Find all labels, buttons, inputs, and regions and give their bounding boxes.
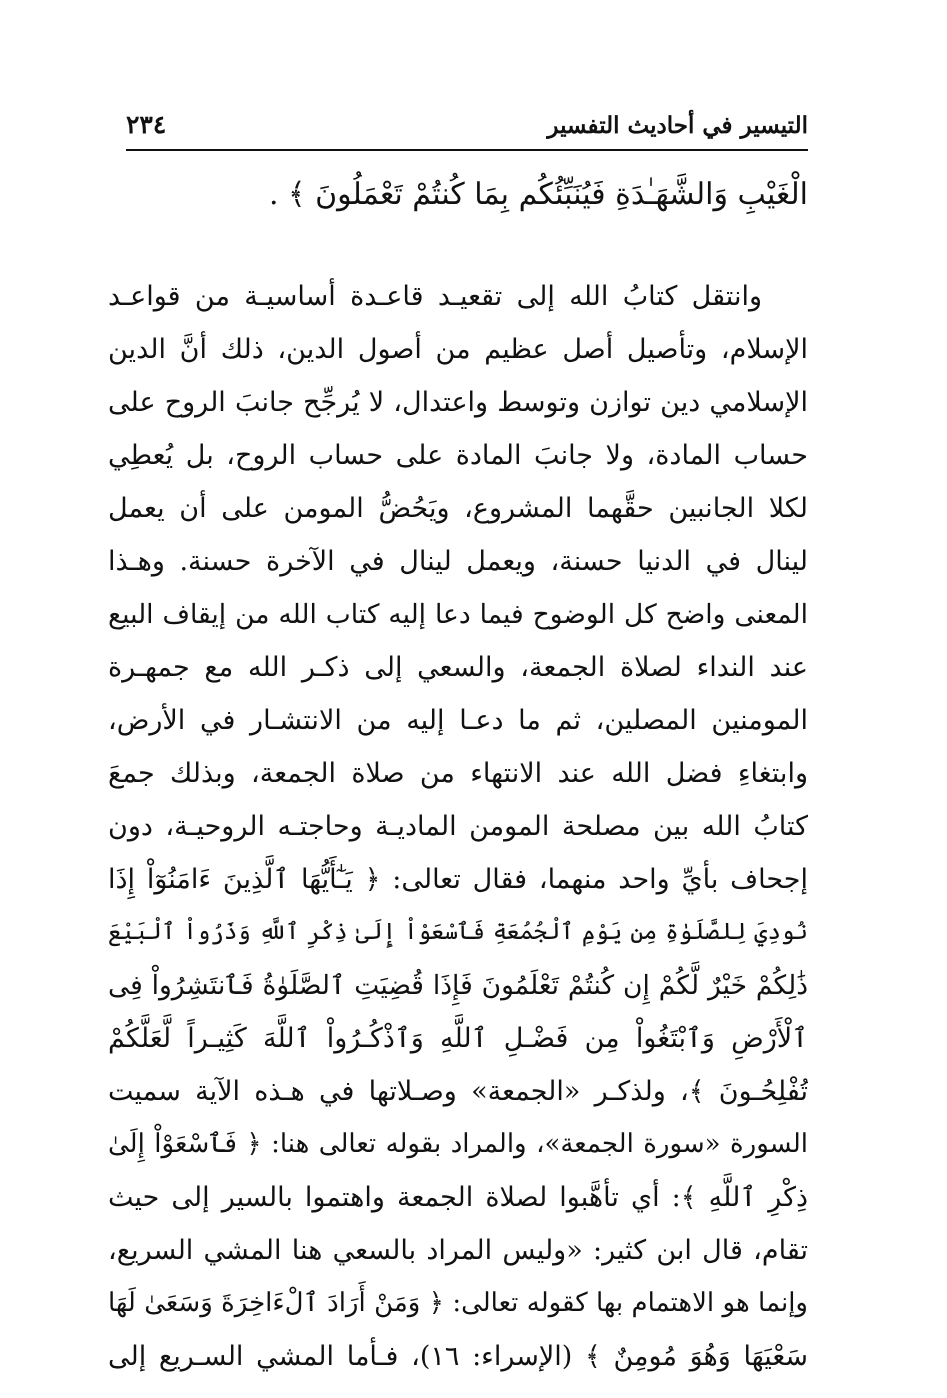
text-line: ذِكْرِ ٱللَّهِ ﴾: أي تأهَّبوا لصلاة الجمعة واهتموا بالسير إلى حيث <box>108 1182 808 1213</box>
text-line: الإسلام، وتأصيل أصل عظيم من أصول الدين، ذلك أنَّ الدين <box>108 334 808 365</box>
text-line: حساب المادة، ولا جانبَ المادة على حساب الروح، بل يُعطِي <box>108 440 808 471</box>
text-line: لكلا الجانبين حقَّهما المشروع، ويَحُضُّ المومن على أن يعمل <box>108 493 808 524</box>
text-line: وإنما هو الاهتمام بها كقوله تعالى: ﴿ وَمَنْ أَرَادَ ٱلْءَاخِرَةَ وَسَعَىٰ لَهَا <box>108 1288 808 1318</box>
book-title: التيسير في أحاديث التفسير <box>547 112 808 139</box>
text-line: كتابُ الله بين مصلحة المومن الماديـة وحاجتـه الروحيـة، دون <box>108 811 808 842</box>
running-header <box>126 108 808 148</box>
text-line: المعنى واضح كل الوضوح فيما دعا إليه كتاب الله من إيقاف البيع <box>108 599 808 630</box>
text-line: إجحاف بأيِّ واحد منهما، فقال تعالى: ﴿ يَـٰٓأَيُّهَا ٱلَّذِينَ ءَامَنُوٓاْ إِذَا <box>108 864 808 895</box>
text-line: تُفْلِحُـونَ ﴾، ولذكـر «الجمعة» وصـلاتها في هـذه الآية سميت <box>108 1076 808 1107</box>
quran-verse-line: ٱلْأَرْضِ وَٱبْتَغُواْ مِن فَضْـلِ ٱللَّهِ وَٱذْكُـرُواْ ٱللَّهَ كَثِيـراً لَّعَلَّكُمْ <box>108 1023 808 1054</box>
paragraph-gap <box>108 225 808 270</box>
page-number: ٢٣٤ <box>126 110 167 139</box>
text-line: وانتقل كتابُ الله إلى تقعيـد قاعـدة أساسيـة من قواعـد <box>108 281 762 312</box>
quran-verse-line: ذَٰلِكُمْ خَيْرٌ لَّكُمْ إِن كُنتُمْ تَعْلَمُونَ فَإِذَا قُضِيَتِ ٱلصَّلَوٰةُ فَٱنتَشِرُواْ فِى <box>108 970 808 1001</box>
quran-verse-line: نُودِيَ لِلصَّلَوٰةِ مِن يَوْمِ ٱلْجُمُعَةِ فَٱسْعَوْاْ إِلَىٰ ذِكْرِ ٱللَّهِ وَذَرُواْ ٱلْبَيْعَ <box>108 919 808 945</box>
text-line: السورة «سورة الجمعة»، والمراد بقوله تعالى هنا: ﴿ فَٱسْعَوْاْ إِلَىٰ <box>108 1129 808 1159</box>
text-line: تقام، قال ابن كثير: «وليس المراد بالسعي هنا المشي السريع، <box>108 1235 808 1266</box>
text-line: المومنين المصلين، ثم ما دعـا إليه من الانتشـار في الأرض، <box>108 705 808 736</box>
verse-continuation-line: الْغَيْبِ وَالشَّهَـٰدَةِ فَيُنَبِّئُكُم بِمَا كُنتُمْ تَعْمَلُونَ ﴾ . <box>268 177 808 212</box>
header-rule <box>126 149 808 151</box>
text-line: الإسلامي دين توازن وتوسط واعتدال، لا يُرجِّح جانبَ الروح على <box>108 387 808 418</box>
body-text <box>108 165 808 1383</box>
text-line: سَعْيَهَا وَهُوَ مُومِنٌ ﴾ (الإسراء: ١٦)، فـأما المشي السـريع إلى <box>108 1341 808 1372</box>
text-line: وابتغاءِ فضل الله عند الانتهاء من صلاة الجمعة، وبذلك جمعَ <box>108 758 808 789</box>
text-line: لينال في الدنيا حسنة، ويعمل لينال في الآخرة حسنة. وهـذا <box>108 546 808 577</box>
text-line: عند النداء لصلاة الجمعة، والسعي إلى ذكـر الله مع جمهـرة <box>108 652 808 683</box>
